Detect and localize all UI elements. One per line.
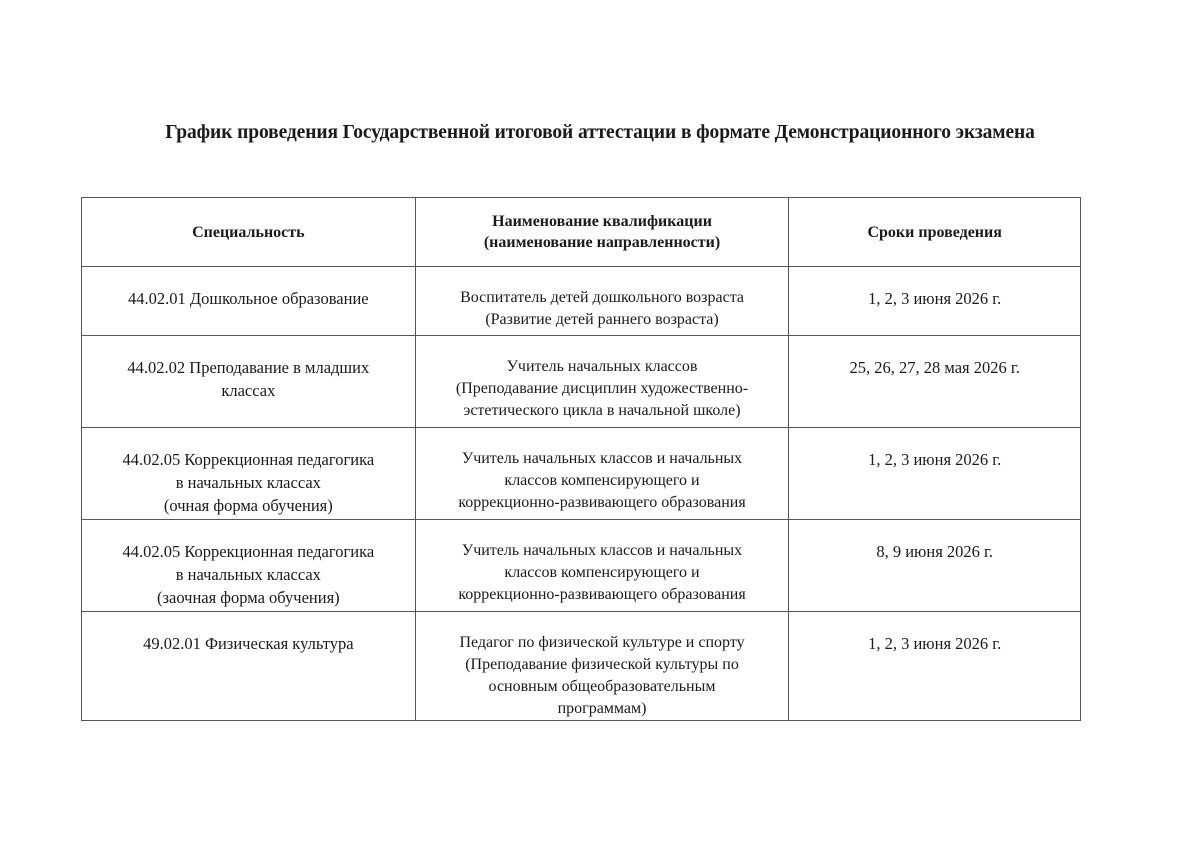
- specialty-text: (очная форма обучения): [163, 496, 333, 515]
- document-title: График проведения Государственной итоговой аттестации в формате Демонстрационного экзамена: [165, 122, 1035, 143]
- table-row: [82, 520, 1081, 612]
- qualification-text: коррекционно-развивающего образования: [458, 586, 746, 603]
- table-row: [82, 612, 1081, 721]
- specialty-text: 44.02.05 Коррекционная педагогика: [122, 542, 375, 561]
- header-specialty: [82, 198, 416, 267]
- cell-specialty: [82, 520, 416, 612]
- qualification-text: классов компенсирующего и: [504, 472, 700, 489]
- cell-qualification: [415, 267, 789, 336]
- table-row: [82, 428, 1081, 520]
- dates-text: 25, 26, 27, 28 мая 2026 г.: [849, 358, 1020, 377]
- specialty-text: 49.02.01 Физическая культура: [143, 634, 354, 653]
- cell-qualification: [415, 428, 789, 520]
- cell-specialty: [82, 336, 416, 428]
- cell-dates: [789, 336, 1081, 428]
- cell-dates: [789, 267, 1081, 336]
- header-text: Сроки проведения: [867, 223, 1002, 241]
- qualification-text: основным общеобразовательным: [488, 678, 716, 695]
- qualification-text: эстетического цикла в начальной школе): [463, 402, 741, 419]
- specialty-text: (заочная форма обучения): [156, 588, 340, 607]
- specialty-text: в начальных классах: [175, 473, 321, 492]
- table-row: [82, 267, 1081, 336]
- table-row: [82, 336, 1081, 428]
- dates-text: 1, 2, 3 июня 2026 г.: [868, 450, 1002, 469]
- cell-specialty: [82, 267, 416, 336]
- cell-specialty: [82, 612, 416, 721]
- specialty-text: 44.02.05 Коррекционная педагогика: [122, 450, 375, 469]
- qualification-text: (Преподавание физической культуры по: [465, 656, 739, 673]
- qualification-text: Учитель начальных классов и начальных: [461, 450, 743, 467]
- cell-qualification: [415, 520, 789, 612]
- exam-schedule-table: [81, 197, 1081, 721]
- header-text: Специальность: [192, 223, 305, 241]
- specialty-text: в начальных классах: [175, 565, 321, 584]
- qualification-text: классов компенсирующего и: [504, 564, 700, 581]
- cell-dates: [789, 612, 1081, 721]
- cell-specialty: [82, 428, 416, 520]
- qualification-text: (Преподавание дисциплин художественно-: [455, 380, 749, 397]
- qualification-text: (Развитие детей раннего возраста): [485, 311, 719, 328]
- header-dates: [789, 198, 1081, 267]
- specialty-text: классах: [221, 381, 276, 400]
- table-header-row: [82, 198, 1081, 267]
- dates-text: 1, 2, 3 июня 2026 г.: [868, 634, 1002, 653]
- header-qualification: [415, 198, 789, 267]
- header-text: (наименование направленности): [483, 234, 721, 251]
- cell-qualification: [415, 612, 789, 721]
- cell-qualification: [415, 336, 789, 428]
- qualification-text: Воспитатель детей дошкольного возраста: [460, 289, 744, 306]
- qualification-text: Учитель начальных классов и начальных: [461, 542, 743, 559]
- qualification-text: программам): [557, 700, 647, 717]
- cell-dates: [789, 520, 1081, 612]
- specialty-text: 44.02.02 Преподавание в младших: [127, 358, 370, 377]
- specialty-text: 44.02.01 Дошкольное образование: [128, 289, 369, 308]
- qualification-text: Педагог по физической культуре и спорту: [459, 634, 745, 651]
- dates-text: 1, 2, 3 июня 2026 г.: [868, 289, 1002, 308]
- qualification-text: Учитель начальных классов: [506, 358, 698, 375]
- header-text: Наименование квалификации: [492, 213, 712, 230]
- qualification-text: коррекционно-развивающего образования: [458, 494, 746, 511]
- dates-text: 8, 9 июня 2026 г.: [876, 542, 994, 561]
- cell-dates: [789, 428, 1081, 520]
